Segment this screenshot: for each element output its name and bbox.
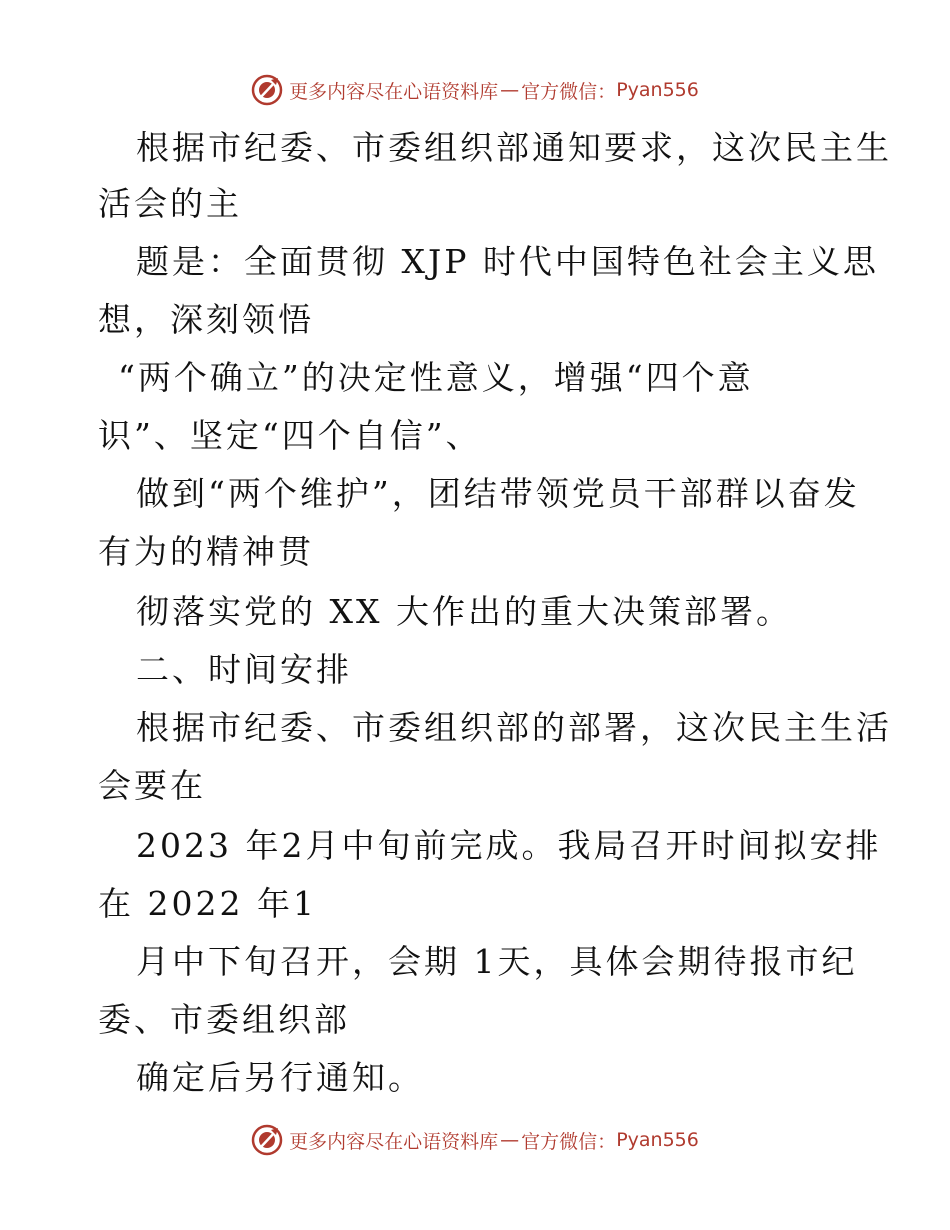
text-line: 会要在 <box>98 766 206 805</box>
text-line: 活会的主 <box>98 184 242 223</box>
text-line: 想，深刻领悟 <box>98 300 314 339</box>
text-line: 根据市纪委、市委组织部的部署，这次民主生活 <box>136 708 892 747</box>
text-line: 做到“两个维护”，团结带领党员干部群以奋发 <box>136 474 860 513</box>
banner-text: 更多内容尽在心语资料库 <box>289 1130 499 1153</box>
text-line: 在 2022 年1 <box>98 884 317 923</box>
brand-logo-icon <box>251 74 283 106</box>
text-line: 委、市委组织部 <box>98 1000 350 1039</box>
banner-wechat-label: 官方微信： <box>521 80 617 103</box>
brand-logo-icon <box>251 1124 283 1156</box>
banner-wechat-label: 官方微信： <box>521 1130 617 1153</box>
text-line: “两个确立”的决定性意义，增强“四个意 <box>118 358 754 397</box>
text-line: 题是：全面贯彻 XJP 时代中国特色社会主义思 <box>136 242 879 281</box>
text-line: 月中下旬召开，会期 1天，具体会期待报市纪 <box>136 942 858 981</box>
text-line: 2023 年2月中旬前完成。我局召开时间拟安排 <box>136 826 882 865</box>
banner-text: 更多内容尽在心语资料库 <box>289 80 499 103</box>
banner-wechat-id: Pyan556 <box>616 1129 699 1151</box>
header-watermark-banner <box>0 70 950 110</box>
text-line: 确定后另行通知。 <box>136 1058 424 1097</box>
section-heading: 二、时间安排 <box>136 650 352 689</box>
text-line: 彻落实党的 XX 大作出的重大决策部署。 <box>136 592 792 631</box>
text-line: 识”、坚定“四个自信”、 <box>98 416 482 455</box>
banner-dash: — <box>500 79 520 101</box>
banner-dash: — <box>500 1129 520 1151</box>
text-line: 有为的精神贯 <box>98 532 314 571</box>
banner-wechat-id: Pyan556 <box>616 79 699 101</box>
text-line: 根据市纪委、市委组织部通知要求，这次民主生 <box>136 128 892 167</box>
footer-watermark-banner <box>0 1120 950 1160</box>
